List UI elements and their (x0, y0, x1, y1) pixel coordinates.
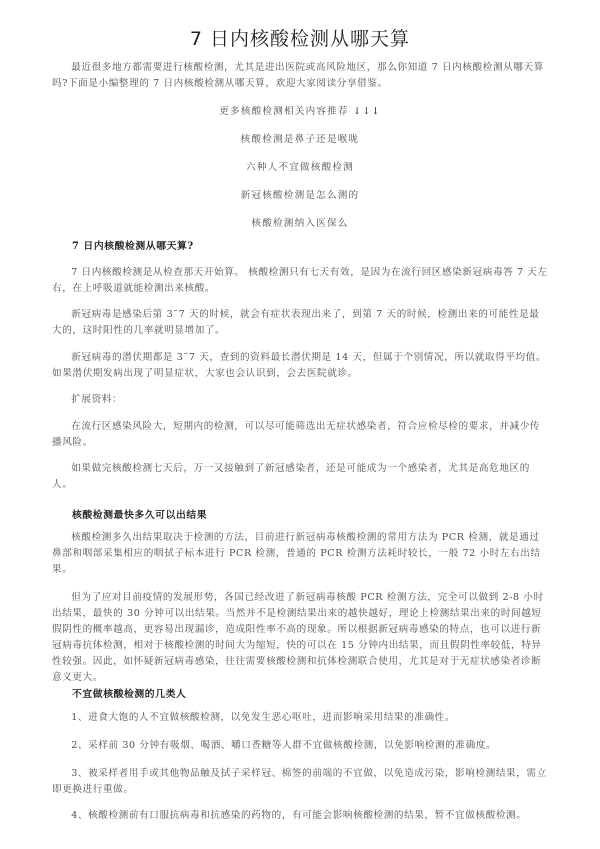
section-heading-3: 不宜做核酸检测的几类人 (72, 689, 187, 700)
list-item: 1、进食大饱的人不宜做核酸检测，以免发生恶心呕吐，进而影响采用结果的准确性。 (71, 712, 456, 723)
list-item: 3、被采样者用手或其他物品触及拭子采样冠、棉签的前端的不宜做，以免造成污染，影响检测结果，需立即更换进行重做。 (52, 768, 547, 795)
list-item: 2、采样前 30 分钟有吸烟、喝酒、嚼口香糖等人群不宜做核酸检测，以免影响检测的准确度。 (71, 740, 497, 751)
intro-paragraph: 最近很多地方都需要进行核酸检测，尤其是进出医院或高风险地区，那么你知道 7 日内核酸检测从哪天算吗?下面是小编整理的 7 日内核酸检测从哪天算，欢迎大家阅读分享借鉴。 (52, 62, 544, 89)
recommend-header (52, 103, 548, 117)
extended-info-label: 扩展资料： (71, 394, 123, 405)
section-heading-1: 7 日内核酸检测从哪天算? (72, 241, 194, 252)
arrow-down-icon: ↓↓↓ (353, 106, 381, 117)
section-1-paragraph: 如果做完核酸检测七天后，万一又接触到了新冠感染者，还是可能成为一个感染者，尤其是高危地区的人。 (52, 463, 530, 490)
section-1-paragraph: 新冠病毒是感染后第 3˜7 天的时候，就会有症状表现出来了，到第 7 天的时候，检测出来的可能性是最大的，这时阳性的几率就明显增加了。 (52, 309, 540, 336)
section-2-paragraph: 但为了应对目前疫情的发展形势，各国已经改进了新冠病毒核酸 PCR 检测方法，完全可以做到 2-8 小时出结果，最快的 30 分钟可以出结果。当然并不是检测结果出来的越快越好，理论上检测结果出来的时间越短假阴性的概率越高，更容易出现漏诊，造成阳性率不高的现象。所以根据新冠病毒感染的特点，也可以进行新冠病毒抗体检测，相对于核酸检测的时间大为缩短，快的可以在 15 分钟内出结果，而且假阴性率较低，特异性较强。因此，如怀疑新冠病毒感染，往往需要核酸检测和抗体检测联合使用，尤其是对于无症状感染者诊断意义更大。 (52, 592, 544, 683)
recommend-link-2[interactable]: 六种人不宜做核酸检测 (246, 162, 354, 173)
section-2-paragraph: 核酸检测多久出结果取决于检测的方法，目前进行新冠病毒核酸检测的常用方法为 PCR 检测，就是通过鼻部和咽部采集相应的咽拭子标本进行 PCR 检测，普通的 PCR 检测方法耗时较长，一般 72 小时左右出结果。 (52, 532, 541, 575)
recommend-link-4[interactable]: 核酸检测纳入医保么 (251, 218, 349, 229)
section-1-paragraph: 7 日内核酸检测是从检查那天开始算。 核酸检测只有七天有效，是因为在流行回区感染新冠病毒答 7 天左右，在上呼吸道就能检测出来核酸。 (52, 267, 548, 294)
section-heading-2: 核酸检测最快多久可以出结果 (72, 510, 208, 521)
section-1-paragraph: 新冠病毒的潜伏期都是 3˜7 天，查到的资料最长潜伏期是 14 天，但属于个别情况，所以就取得平均值。如果潜伏期发病出现了明显症状，大家也会认识到，会去医院就诊。 (52, 352, 547, 379)
list-item: 4、核酸检测前有口服抗病毒和抗感染的药物的，有可能会影响核酸检测的结果，暂不宜做核酸检测。 (71, 810, 527, 821)
recommend-link-3[interactable]: 新冠核酸检测是怎么测的 (240, 190, 360, 201)
recommend-header-text: 更多核酸检测相关内容推荐 (219, 106, 349, 117)
page-title: 7 日内核酸检测从哪天算 (189, 28, 411, 50)
section-1-paragraph: 在流行区感染风险大，短期内的检测，可以尽可能筛选出无症状感染者，符合应检尽检的要求，并减少传播风险。 (52, 421, 541, 448)
recommend-link-1[interactable]: 核酸检测是鼻子还是喉咙 (240, 134, 360, 145)
